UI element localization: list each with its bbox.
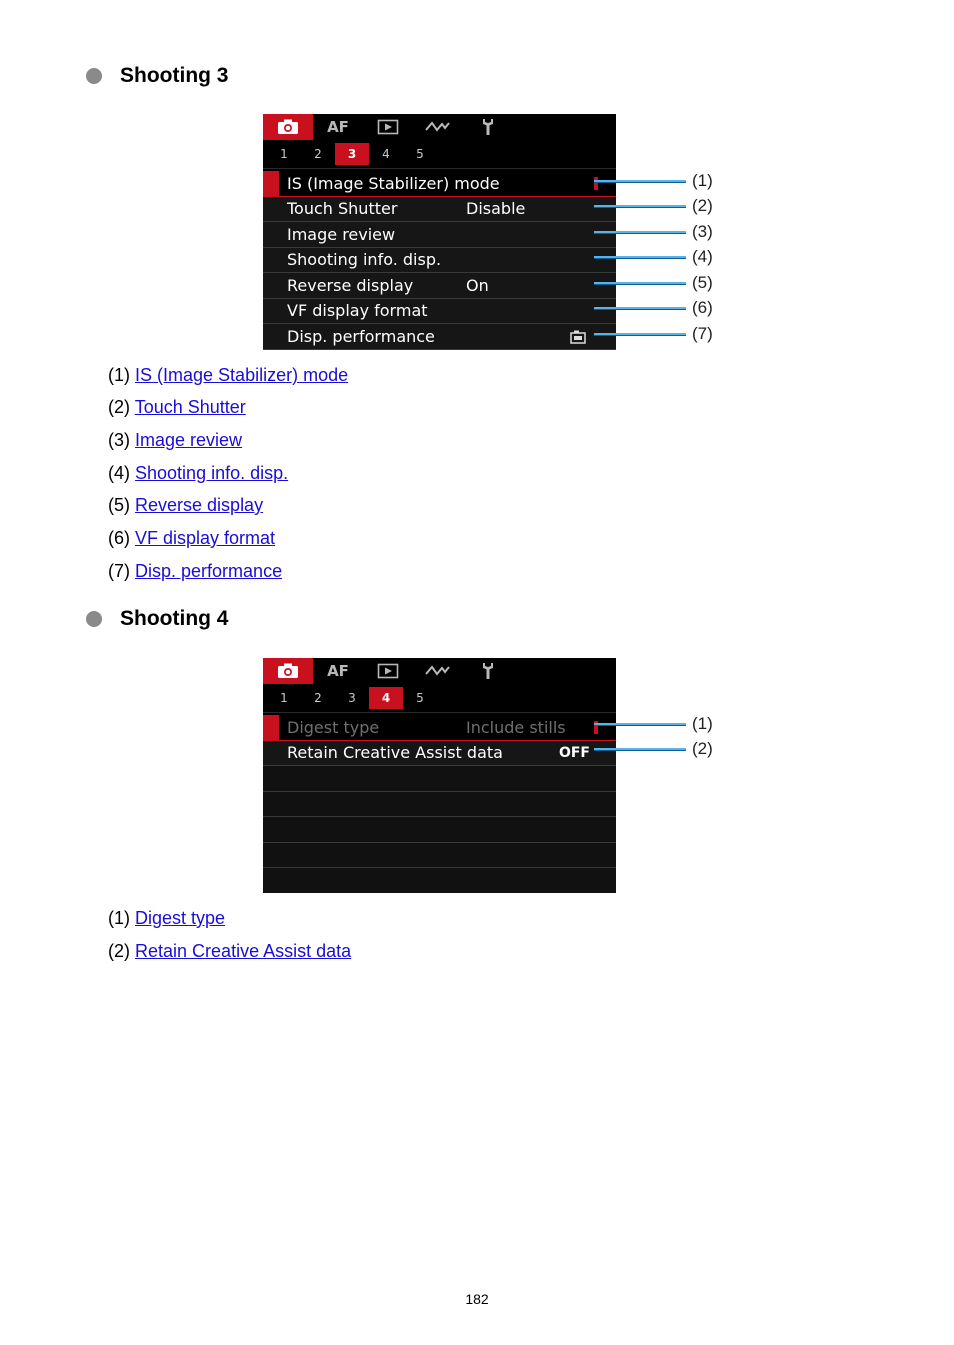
menu-row-empty bbox=[263, 766, 616, 792]
camera-icon bbox=[277, 663, 299, 679]
menu-row-empty bbox=[263, 817, 616, 843]
subtab-3[interactable]: 3 bbox=[335, 143, 369, 165]
link-is-mode[interactable]: IS (Image Stabilizer) mode bbox=[135, 365, 349, 385]
tab-playback[interactable] bbox=[363, 114, 413, 140]
menu-rows bbox=[263, 715, 616, 893]
menu-row-vf-display-format[interactable] bbox=[263, 299, 616, 325]
menu-row-touch-shutter[interactable] bbox=[263, 197, 616, 223]
play-icon bbox=[377, 663, 399, 679]
callout-line bbox=[594, 723, 686, 725]
tab-custom-functions[interactable] bbox=[413, 658, 463, 684]
link-touch-shutter[interactable]: Touch Shutter bbox=[134, 397, 246, 417]
callout-number: (2) bbox=[692, 196, 713, 215]
camera-menu-shooting-4 bbox=[263, 658, 616, 893]
menu-row-digest-type[interactable] bbox=[263, 715, 616, 741]
callout-5 bbox=[594, 273, 713, 293]
menu-row-label: Reverse display bbox=[287, 275, 414, 295]
menu-row-label: Shooting info. disp. bbox=[287, 250, 442, 270]
callout-6 bbox=[594, 298, 713, 318]
page-number: 182 bbox=[465, 1291, 489, 1307]
menu-row-label: IS (Image Stabilizer) mode bbox=[287, 173, 500, 193]
play-icon bbox=[377, 119, 399, 135]
item-number: (6) bbox=[108, 528, 130, 548]
menu-row-label: Touch Shutter bbox=[287, 199, 398, 219]
callout-line bbox=[594, 256, 686, 258]
menu-row-label: Image review bbox=[287, 224, 396, 244]
menu-row-label: VF display format bbox=[287, 301, 428, 321]
callout-line bbox=[594, 748, 686, 750]
menu-subtab-bar bbox=[263, 140, 616, 169]
callout-line bbox=[594, 333, 686, 335]
menu-row-empty bbox=[263, 792, 616, 818]
custom-icon bbox=[425, 120, 451, 134]
callout-line bbox=[594, 231, 686, 233]
subtab-3[interactable]: 3 bbox=[348, 691, 356, 705]
menu-row-is-mode[interactable] bbox=[263, 171, 616, 197]
callout-number: (7) bbox=[692, 324, 713, 343]
tab-af[interactable] bbox=[313, 114, 363, 140]
callout-2 bbox=[594, 739, 713, 759]
list-item bbox=[108, 908, 225, 929]
section-shooting-4-heading bbox=[86, 607, 229, 631]
list-item bbox=[108, 365, 348, 386]
subtab-4[interactable]: 4 bbox=[369, 687, 403, 709]
tab-shooting[interactable] bbox=[263, 658, 313, 684]
camera-icon bbox=[277, 119, 299, 135]
callout-number: (1) bbox=[692, 714, 713, 733]
tab-af-label: AF bbox=[327, 118, 349, 136]
link-shooting-info-disp[interactable]: Shooting info. disp. bbox=[135, 463, 289, 483]
menu-row-label: Disp. performance bbox=[287, 326, 435, 346]
callout-number: (6) bbox=[692, 298, 713, 317]
link-reverse-display[interactable]: Reverse display bbox=[135, 495, 264, 515]
item-number: (3) bbox=[108, 430, 130, 450]
callout-line bbox=[594, 282, 686, 284]
callout-number: (4) bbox=[692, 247, 713, 266]
list-item bbox=[108, 941, 351, 962]
section-title: Shooting 3 bbox=[120, 64, 229, 87]
movie-camera-icon bbox=[570, 330, 586, 344]
item-number: (4) bbox=[108, 463, 130, 483]
item-number: (2) bbox=[108, 397, 130, 417]
bullet-icon bbox=[86, 611, 102, 627]
callout-1 bbox=[594, 171, 713, 191]
callout-7 bbox=[594, 324, 713, 344]
menu-row-label: Retain Creative Assist data bbox=[287, 743, 503, 763]
item-number: (2) bbox=[108, 941, 130, 961]
subtab-1[interactable]: 1 bbox=[280, 691, 288, 705]
callout-number: (5) bbox=[692, 273, 713, 292]
callout-number: (2) bbox=[692, 739, 713, 758]
link-digest-type[interactable]: Digest type bbox=[135, 908, 226, 928]
subtab-1[interactable]: 1 bbox=[280, 147, 288, 161]
menu-row-empty bbox=[263, 868, 616, 893]
list-item bbox=[108, 430, 242, 451]
menu-subtab-bar bbox=[263, 684, 616, 713]
section-title: Shooting 4 bbox=[120, 607, 229, 630]
wrench-icon bbox=[480, 118, 496, 136]
item-number: (1) bbox=[108, 365, 130, 385]
menu-row-label: Digest type bbox=[287, 717, 380, 737]
callout-3 bbox=[594, 222, 713, 242]
tab-af[interactable] bbox=[313, 658, 363, 684]
menu-row-reverse-display[interactable] bbox=[263, 273, 616, 299]
tab-playback[interactable] bbox=[363, 658, 413, 684]
menu-tab-bar bbox=[263, 658, 616, 684]
callout-number: (3) bbox=[692, 222, 713, 241]
item-number: (5) bbox=[108, 495, 130, 515]
list-item bbox=[108, 463, 288, 484]
tab-setup[interactable] bbox=[463, 114, 513, 140]
callout-1 bbox=[594, 714, 713, 734]
callout-number: (1) bbox=[692, 171, 713, 190]
callout-line bbox=[594, 180, 686, 182]
subtab-4[interactable]: 4 bbox=[382, 147, 390, 161]
bullet-icon bbox=[86, 68, 102, 84]
menu-row-retain-creative-assist[interactable] bbox=[263, 741, 616, 767]
item-number: (7) bbox=[108, 561, 130, 581]
link-image-review[interactable]: Image review bbox=[135, 430, 243, 450]
callout-4 bbox=[594, 247, 713, 267]
menu-tab-bar bbox=[263, 114, 616, 140]
callout-2 bbox=[594, 196, 713, 216]
wrench-icon bbox=[480, 662, 496, 680]
tab-af-label: AF bbox=[327, 662, 349, 680]
callout-line bbox=[594, 307, 686, 309]
list-item bbox=[108, 528, 275, 549]
subtab-5[interactable]: 5 bbox=[416, 147, 424, 161]
menu-row-image-review[interactable] bbox=[263, 222, 616, 248]
custom-icon bbox=[425, 664, 451, 678]
subtab-2[interactable]: 2 bbox=[314, 691, 322, 705]
subtab-2[interactable]: 2 bbox=[314, 147, 322, 161]
menu-row-disp-performance[interactable] bbox=[263, 324, 616, 350]
menu-rows bbox=[263, 171, 616, 350]
tab-shooting[interactable] bbox=[263, 114, 313, 140]
tab-setup[interactable] bbox=[463, 658, 513, 684]
link-retain-creative-assist[interactable]: Retain Creative Assist data bbox=[135, 941, 352, 961]
menu-row-shooting-info-disp[interactable] bbox=[263, 248, 616, 274]
callout-line bbox=[594, 205, 686, 207]
section-shooting-3-heading bbox=[86, 64, 229, 88]
menu-row-value: On bbox=[466, 275, 489, 295]
tab-custom-functions[interactable] bbox=[413, 114, 463, 140]
link-vf-display-format[interactable]: VF display format bbox=[135, 528, 276, 548]
menu-row-empty bbox=[263, 843, 616, 869]
list-item bbox=[108, 495, 263, 516]
item-number: (1) bbox=[108, 908, 130, 928]
link-disp-performance[interactable]: Disp. performance bbox=[135, 561, 283, 581]
subtab-5[interactable]: 5 bbox=[416, 691, 424, 705]
menu-row-value: OFF bbox=[558, 744, 590, 761]
list-item bbox=[108, 397, 246, 418]
list-item bbox=[108, 561, 282, 582]
camera-menu-shooting-3 bbox=[263, 114, 616, 350]
menu-row-value: Include stills bbox=[466, 717, 566, 737]
menu-row-value: Disable bbox=[466, 199, 526, 219]
